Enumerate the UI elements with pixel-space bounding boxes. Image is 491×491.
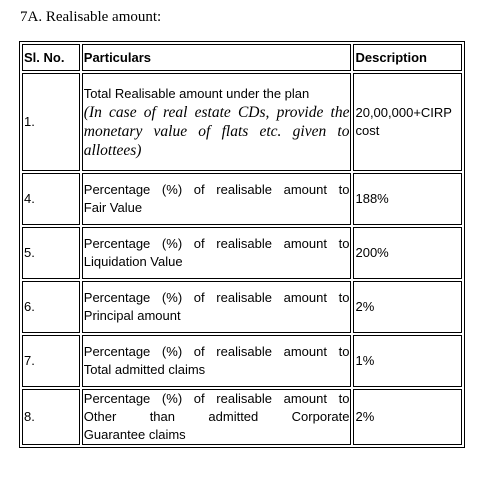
row-description: 20,00,000+CIRP cost <box>353 73 462 171</box>
realisable-amount-table <box>19 41 465 448</box>
row-particulars <box>82 389 352 445</box>
particulars-line-2: Principal amount <box>83 308 181 323</box>
row-sl-no: 7. <box>22 335 80 387</box>
row-particulars <box>82 281 352 333</box>
particulars-line-1: Percentage (%) of realisable amount to <box>83 290 350 305</box>
particulars-line-2: Fair Value <box>83 200 143 215</box>
particulars-line-1: Percentage (%) of realisable amount to <box>83 236 350 251</box>
row-particulars <box>82 227 352 279</box>
particulars-line-2: Total admitted claims <box>83 362 206 377</box>
row-description: 2% <box>353 389 462 445</box>
header-sl-no: Sl. No. <box>22 44 80 71</box>
row-description: 188% <box>353 173 462 225</box>
particulars-line-3: Guarantee claims <box>83 427 186 442</box>
header-description: Description <box>353 44 462 71</box>
particulars-main-text: Total Realisable amount under the plan <box>83 85 310 101</box>
row-particulars <box>82 335 352 387</box>
table-row <box>22 173 462 225</box>
row-particulars <box>82 73 352 171</box>
header-row <box>22 44 462 71</box>
particulars-line-2: Liquidation Value <box>83 254 183 269</box>
particulars-line-1: Percentage (%) of realisable amount to <box>83 391 350 406</box>
particulars-line-2: Other than admitted Corporate <box>83 409 350 424</box>
row-sl-no: 5. <box>22 227 80 279</box>
row-sl-no: 6. <box>22 281 80 333</box>
row-sl-no: 1. <box>22 73 80 171</box>
row-particulars <box>82 173 352 225</box>
particulars-line-1: Percentage (%) of realisable amount to <box>83 182 350 197</box>
table-row <box>22 389 462 445</box>
table-row <box>22 73 462 171</box>
table-row <box>22 281 462 333</box>
particulars-line-1: Percentage (%) of realisable amount to <box>83 344 350 359</box>
row-sl-no: 8. <box>22 389 80 445</box>
row-description: 200% <box>353 227 462 279</box>
section-title: 7A. Realisable amount: <box>20 9 162 25</box>
table-row <box>22 227 462 279</box>
particulars-note: (In case of real estate CDs, provide the monetary value of flats etc. given to allottees) <box>83 103 350 159</box>
table-row <box>22 335 462 387</box>
row-sl-no: 4. <box>22 173 80 225</box>
row-description: 1% <box>353 335 462 387</box>
row-description: 2% <box>353 281 462 333</box>
header-particulars: Particulars <box>82 44 352 71</box>
